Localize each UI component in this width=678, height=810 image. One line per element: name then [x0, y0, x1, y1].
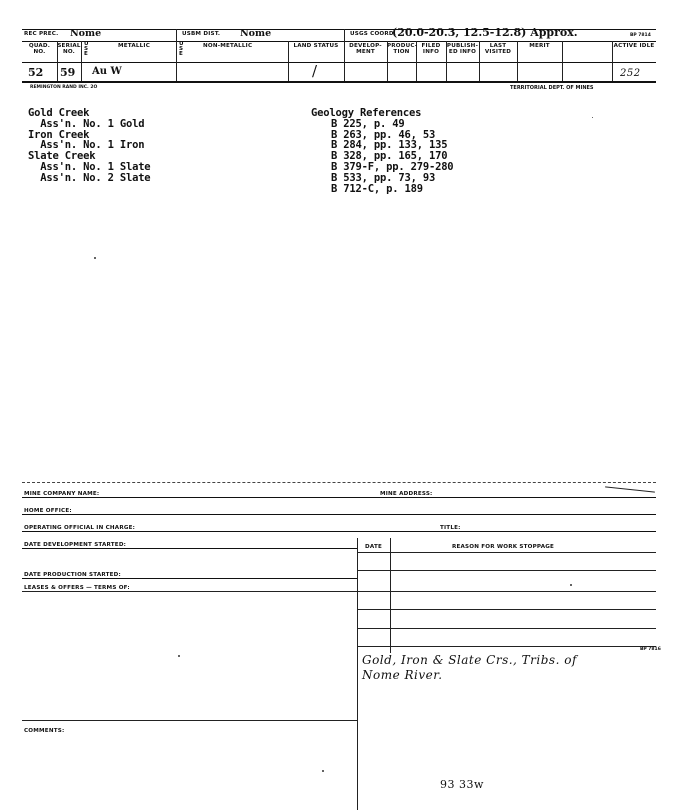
col-use-nonmetallic: USE [179, 41, 184, 57]
col-production: PRODUC- TION [387, 43, 418, 55]
date-development-started-label: DATE DEVELOPMENT STARTED: [24, 542, 127, 548]
serial-number: 59 [60, 66, 76, 79]
claim-list [28, 108, 150, 184]
form-number-2: BP 7816 [640, 647, 661, 652]
speck [592, 117, 593, 118]
reference-line: B 263, pp. 46, 53 [331, 128, 436, 141]
active-idle-value: 252 [620, 68, 641, 79]
col-serial-no: SERIAL NO. [57, 43, 81, 55]
reference-line: B 328, pp. 165, 170 [331, 150, 448, 163]
col-land-status: LAND STATUS [293, 43, 339, 49]
date-production-started-label: DATE PRODUCTION STARTED: [24, 572, 121, 578]
handwritten-note-line1: Gold, Iron & Slate Crs., Tribs. of [362, 653, 577, 667]
col-active-idle: ACTIVE IDLE [613, 43, 655, 49]
handwritten-number: 93 33w [440, 778, 484, 791]
usgs-coord-label: USGS COORD. [350, 31, 397, 37]
speck [322, 770, 324, 772]
usbm-dist-value: Nome [240, 28, 272, 39]
comments-label: COMMENTS: [24, 728, 65, 734]
home-office-label: HOME OFFICE: [24, 508, 72, 514]
mine-company-name-label: MINE COMPANY NAME: [24, 491, 100, 497]
mine-address-label: MINE ADDRESS: [380, 491, 433, 497]
reference-line: B 284, pp. 133, 135 [331, 139, 448, 152]
col-published-info: PUBLISH- ED INFO [446, 43, 479, 55]
col-quad-no: QUAD. NO. [28, 43, 51, 55]
reference-line: B 712-C, p. 189 [331, 182, 423, 195]
usgs-coord-value: (20.0-20.3, 12.5-12.8) Approx. [392, 26, 578, 39]
claim-line: Ass'n. No. 1 Iron [28, 139, 145, 152]
col-non-metallic: NON-METALLIC [203, 43, 253, 49]
form-number: BP 7814 [630, 33, 651, 38]
leases-offers-label: LEASES & OFFERS — TERMS OF: [24, 585, 130, 591]
speck [570, 584, 572, 586]
claim-line: Slate Creek [28, 150, 96, 163]
usbm-dist-label: USBM DIST. [182, 31, 221, 37]
rec-prec-value: Nome [70, 28, 102, 39]
rec-prec-label: REC PREC. [24, 31, 59, 37]
references-title: Geology References [311, 107, 422, 119]
title-label: TITLE: [440, 525, 461, 531]
date-column-label: DATE [365, 544, 382, 550]
geology-references [311, 108, 453, 194]
claim-line: Ass'n. No. 1 Gold [28, 117, 145, 130]
handwritten-note-line2: Nome River. [362, 668, 443, 682]
col-development: DEVELOP- MENT [349, 43, 382, 55]
reference-line: B 379-F, pp. 279-280 [331, 160, 454, 173]
claim-line: Iron Creek [28, 128, 90, 141]
metallic-commodities: Au W [92, 66, 122, 77]
col-merit: MERIT [529, 43, 550, 49]
printer-note: REMINGTON RAND INC. 2O [30, 85, 98, 90]
claim-line: Gold Creek [28, 107, 90, 119]
col-filed-info: FILED INFO [421, 43, 441, 55]
territorial-dept: TERRITORIAL DEPT. OF MINES [510, 85, 594, 91]
reference-line: B 533, pp. 73, 93 [331, 171, 436, 184]
quad-number: 52 [28, 66, 44, 79]
reason-column-label: REASON FOR WORK STOPPAGE [452, 544, 555, 550]
claim-line: Ass'n. No. 1 Slate [28, 160, 151, 173]
operating-official-label: OPERATING OFFICIAL IN CHARGE: [24, 525, 136, 531]
col-last-visited: LAST VISITED [484, 43, 512, 55]
land-status-mark: / [312, 62, 318, 80]
claim-line: Ass'n. No. 2 Slate [28, 171, 151, 184]
reference-line: B 225, p. 49 [331, 117, 405, 130]
col-metallic: METALLIC [118, 43, 151, 49]
speck [94, 257, 96, 259]
speck [178, 655, 180, 657]
col-use-metallic: USE [84, 41, 89, 57]
